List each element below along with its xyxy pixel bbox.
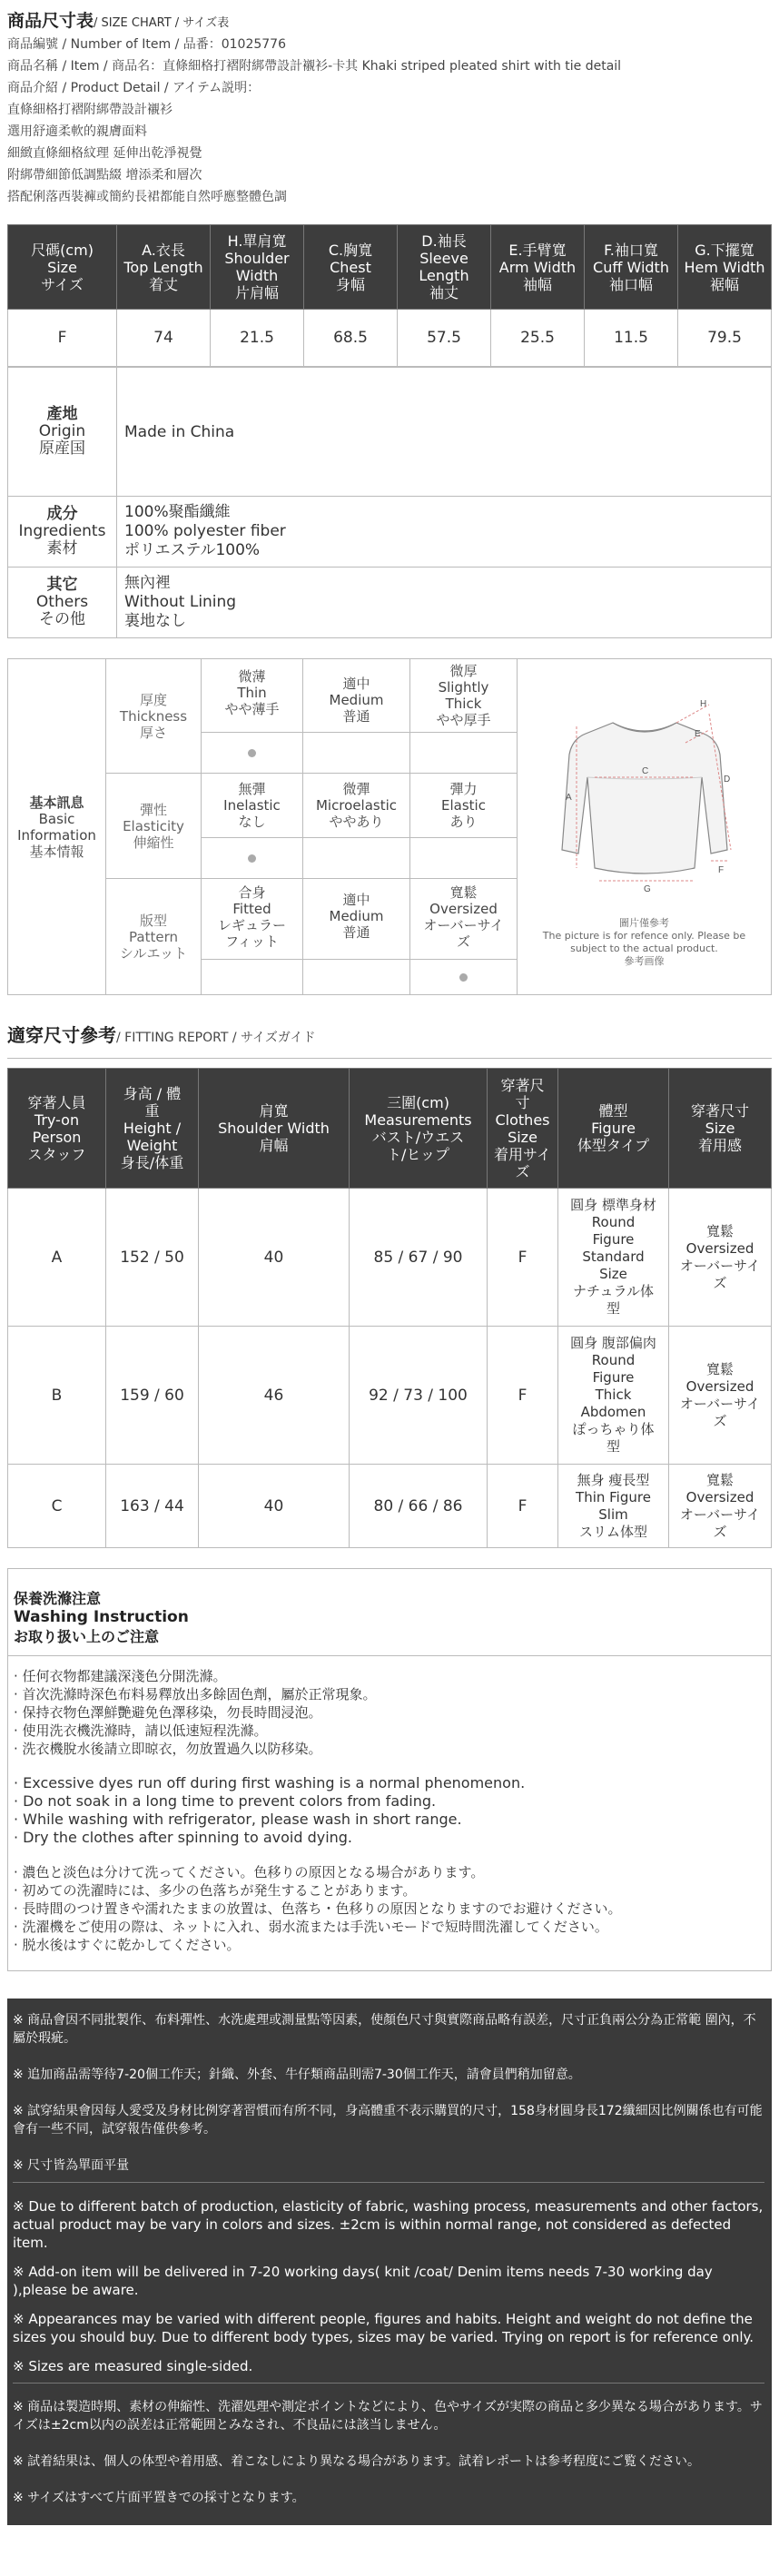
person-cell: A [8, 1189, 106, 1327]
size-header-cell: E.手臂寬 Arm Width 袖幅 [491, 225, 585, 310]
size-header-cell: F.袖口寬 Cuff Width 袖口幅 [585, 225, 678, 310]
product-header [7, 0, 772, 208]
size-chart-page [7, 0, 772, 2525]
washing-line: · 使用洗衣機洗滌時，請以低速短程洗滌。 [14, 1722, 268, 1739]
origin-value: Made in China [117, 368, 772, 497]
pattern-option-fitted: 合身 Fitted レギュラー フィット [202, 879, 303, 995]
washing-line: · 初めての洗濯時には、多少の色落ちが発生することがあります。 [14, 1882, 417, 1899]
measurements-cell: 85 / 67 / 90 [350, 1189, 488, 1327]
clothes-size-cell: F [488, 1465, 558, 1548]
note-line: ※ 試着結果は、個人の体型や着用感、着こなしにより異なる場合があります。試着レポートは参考程度にご覧ください。 [13, 2454, 701, 2469]
thickness-dot-cell [202, 732, 302, 773]
fit-feel-cell: 寬鬆 Oversized オーバーサイ ズ [669, 1327, 772, 1465]
fitting-header-cell: 穿著尺 寸 Clothes Size 着用サイ ズ [488, 1069, 558, 1189]
size-table [7, 224, 772, 367]
note-line: ※ 商品會因不同批製作、布料彈性、水洗處理或測量點等因素，使顏色尺寸與實際商品略有誤差，尺寸正負兩公分為正常範 圍內，不屬於瑕疵。 [13, 2013, 756, 2046]
ingredients-label: 成分 Ingredients 素材 [8, 497, 117, 568]
shoulder-cell: 40 [199, 1465, 350, 1548]
fitting-table [7, 1068, 772, 1548]
origin-label: 產地 Origin 原産国 [8, 368, 117, 497]
diagram-label: E [694, 728, 701, 739]
table-row [8, 1189, 772, 1327]
thickness-option-thin: 微薄 Thin やや薄手 [202, 659, 303, 774]
elasticity-option-inelastic: 無彈 Inelastic なし [202, 774, 303, 879]
shoulder-cell: 46 [199, 1327, 350, 1465]
others-value: 無內裡 Without Lining 裏地なし [117, 568, 772, 638]
table-row [8, 310, 772, 367]
washing-line: · 首次洗滌時深色布料易釋放出多餘固色劑，屬於正常現象。 [14, 1686, 377, 1703]
elasticity-option-micro: 微彈 Microelastic ややあり [303, 774, 410, 879]
diagram-label: F [717, 864, 724, 875]
product-detail-line: 直條細格打褶附綁帶設計襯衫 [7, 103, 173, 117]
title-main: 商品尺寸表 [7, 11, 94, 31]
sweater-diagram [549, 686, 740, 913]
washing-line: · Dry the clothes after spinning to avoid dying. [14, 1829, 353, 1846]
pattern-label: 版型 Pattern シルエット [106, 879, 202, 995]
sleeve-cell: 57.5 [398, 310, 491, 367]
diagram-caption: 圖片僅參考 The picture is for refence only. Please be subject to the actual product. 參考画像 [542, 916, 746, 967]
sweater-outline [562, 723, 727, 873]
washing-line: · 洗濯機をご使用の際は、ネットに入れ、弱水流または手洗いモードで短時間洗濯してください。 [14, 1919, 608, 1935]
pattern-option-oversized: 寬鬆 Oversized オーバーサイ ズ [410, 879, 518, 995]
product-detail-line: 搭配俐落西裝褲或簡約長裙都能自然呼應整體色調 [7, 190, 287, 204]
note-line: ※ Sizes are measured single-sided. [13, 2358, 253, 2374]
diagram-label: C [641, 765, 648, 776]
notes-panel [7, 1999, 772, 2525]
others-label: 其它 Others その他 [8, 568, 117, 638]
selected-dot [248, 854, 256, 863]
pattern-option-medium: 適中 Medium 普通 [303, 879, 410, 995]
pattern-dot-cell [410, 959, 517, 994]
person-cell: C [8, 1465, 106, 1548]
figure-cell: 圓身 腹部偏肉 Round Figure Thick Abdomen ぽっちゃり体 型 [558, 1327, 669, 1465]
item-number: 商品編號 / Number of Item / 品番：01025776 [7, 37, 286, 52]
info-table [7, 367, 772, 638]
figure-cell: 圓身 標準身材 Round Figure Standard Size ナチュラル体 型 [558, 1189, 669, 1327]
elasticity-option-elastic: 彈力 Elastic あり [410, 774, 518, 879]
washing-title: 保養洗滌注意 Washing Instruction お取り扱い上のご注意 [8, 1569, 771, 1656]
product-detail-line: 選用舒適柔軟的親膚面料 [7, 124, 147, 139]
fitting-header-cell: 體型 Figure 体型タイプ [558, 1069, 669, 1189]
basic-info-label: 基本訊息 Basic Information 基本情報 [8, 659, 106, 995]
fitting-heading [7, 1021, 772, 1059]
person-cell: B [8, 1327, 106, 1465]
washing-instructions [7, 1568, 772, 1971]
shoulder-cell: 21.5 [211, 310, 304, 367]
product-detail-line: 細緻直條細格紋理 延伸出乾淨視覺 [7, 146, 202, 161]
diagram-label: G [643, 883, 651, 894]
title-sub: / SIZE CHART / サイズ表 [94, 16, 230, 30]
fitting-header-cell: 穿著人員 Try-on Person スタッフ [8, 1069, 106, 1189]
thickness-option-thick: 微厚 Slightly Thick やや厚手 [410, 659, 518, 774]
size-table-header [8, 225, 772, 310]
washing-line: · 洗衣機脫水後請立即晾衣，勿放置過久以防移染。 [14, 1741, 322, 1757]
size-header-cell: C.胸寬 Chest 身幅 [304, 225, 398, 310]
ingredients-value: 100%聚酯纖維 100% polyester fiber ポリエステル100% [117, 497, 772, 568]
washing-line: · 任何衣物都建議深淺色分開洗滌。 [14, 1668, 227, 1684]
washing-line: · 保持衣物色澤鮮艷避免色澤移染，勿長時間浸泡。 [14, 1704, 322, 1721]
elasticity-label: 彈性 Elasticity 伸縮性 [106, 774, 202, 879]
item-name: 商品名稱 / Item / 商品名：直條細格打褶附綁帶設計襯衫-卡其 Khaki striped pleated shirt with tie detail [7, 59, 622, 74]
note-line: ※ 試穿結果會因每人愛受及身材比例穿著習慣而有所不同，身高體重不表示購買的尺寸，158身材圓身長172纖細因比例關係也有可能會有一些不同，試穿報告僅供參考。 [13, 2104, 763, 2137]
size-cell: F [8, 310, 117, 367]
height-weight-cell: 163 / 44 [106, 1465, 199, 1548]
note-line: ※ 追加商品需等待7-20個工作天；針織、外套、牛仔類商品則需7-30個工作天，請會員們稍加留意。 [13, 2068, 581, 2082]
fitting-header-cell: 身高 / 體 重 Height / Weight 身長/体重 [106, 1069, 199, 1189]
chest-cell: 68.5 [304, 310, 398, 367]
note-line: ※ 商品は製造時期、素材の伸縮性、洗濯処理や測定ポイントなどにより、色やサイズが実際の商品と多少異なる場合があります。サイズは±2cm以内の誤差は正常範囲とみなされ、不良品には該当しません。 [13, 2400, 763, 2433]
diagram-label: D [723, 774, 730, 785]
ingredients-row [8, 497, 772, 568]
diagram-label: H [699, 698, 706, 709]
fitting-header-cell: 穿著尺寸 Size 着用感 [669, 1069, 772, 1189]
note-line: ※ サイズはすべて片面平置きでの採寸となります。 [13, 2491, 305, 2505]
thickness-label: 厚度 Thickness 厚さ [106, 659, 202, 774]
washing-line: · While washing with refrigerator, please wash in short range. [14, 1811, 462, 1828]
note-line: ※ Appearances may be varied with different people, figures and habits. Height and weight do not define the sizes you should buy. Due to different body types, sizes may be varied. Trying on report is for reference only. [13, 2311, 754, 2345]
table-row [8, 1327, 772, 1465]
clothes-size-cell: F [488, 1327, 558, 1465]
size-header-cell: 尺碼(cm) Size サイズ [8, 225, 117, 310]
height-weight-cell: 152 / 50 [106, 1189, 199, 1327]
fitting-header [8, 1069, 772, 1189]
note-line: ※ 尺寸皆為單面平量 [13, 2158, 130, 2173]
note-line: ※ Add-on item will be delivered in 7-20 working days( knit /coat/ Denim items needs 7-30 working day ),please be aware. [13, 2264, 713, 2298]
page-title [7, 11, 772, 34]
product-detail-line: 附綁帶細節低調點綴 增添柔和層次 [7, 168, 202, 183]
washing-line: · 脱水後はすぐに乾かしてください。 [14, 1937, 241, 1953]
figure-cell: 無身 瘦長型 Thin Figure Slim スリム体型 [558, 1465, 669, 1548]
washing-line: · 濃色と淡色は分けて洗ってください。色移りの原因となる場合があります。 [14, 1864, 485, 1880]
hem-width-cell: 79.5 [678, 310, 772, 367]
washing-line: · Do not soak in a long time to prevent colors from fading. [14, 1792, 437, 1810]
fitting-subtitle: / FITTING REPORT / サイズガイド [116, 1031, 316, 1045]
note-line: ※ Due to different batch of production, elasticity of fabric, washing process, measurements and other factors, actual product may be vary in colors and sizes. ±2cm is within normal range, not considered as defected item. [13, 2198, 764, 2251]
selected-dot [248, 749, 256, 757]
table-row [8, 1465, 772, 1548]
elasticity-dot-cell [202, 837, 302, 878]
measurements-cell: 80 / 66 / 86 [350, 1465, 488, 1548]
shoulder-cell: 40 [199, 1189, 350, 1327]
product-detail-label: 商品介紹 / Product Detail / アイテム説明： [7, 81, 261, 95]
measurements-cell: 92 / 73 / 100 [350, 1327, 488, 1465]
washing-line: · 長時間のつけ置きや濡れたままの放置は、色落ち・色移りの原因となりますのでお避けください。 [14, 1900, 622, 1917]
thickness-option-medium: 適中 Medium 普通 [303, 659, 410, 774]
washing-body [8, 1656, 771, 1970]
top-length-cell: 74 [117, 310, 211, 367]
arm-width-cell: 25.5 [491, 310, 585, 367]
washing-line: · Excessive dyes run off during first washing is a normal phenomenon. [14, 1774, 526, 1791]
others-row [8, 568, 772, 638]
selected-dot [459, 973, 468, 982]
fitting-header-cell: 肩寬 Shoulder Width 肩幅 [199, 1069, 350, 1189]
diagram-label: A [565, 792, 572, 803]
size-header-cell: D.袖長 Sleeve Length 袖丈 [398, 225, 491, 310]
size-header-cell: G.下擺寬 Hem Width 裾幅 [678, 225, 772, 310]
fitting-header-cell: 三圍(cm) Measurements バスト/ウエス ト/ヒップ [350, 1069, 488, 1189]
fit-feel-cell: 寬鬆 Oversized オーバーサイ ズ [669, 1465, 772, 1548]
basic-info-table [7, 658, 772, 995]
origin-row [8, 368, 772, 497]
cuff-width-cell: 11.5 [585, 310, 678, 367]
height-weight-cell: 159 / 60 [106, 1327, 199, 1465]
fit-feel-cell: 寬鬆 Oversized オーバーサイ ズ [669, 1189, 772, 1327]
size-header-cell: A.衣長 Top Length 着丈 [117, 225, 211, 310]
clothes-size-cell: F [488, 1189, 558, 1327]
size-header-cell: H.單肩寬 Shoulder Width 片肩幅 [211, 225, 304, 310]
fitting-title: 適穿尺寸參考 [7, 1024, 116, 1046]
garment-diagram [518, 659, 772, 995]
thickness-row [8, 659, 772, 774]
